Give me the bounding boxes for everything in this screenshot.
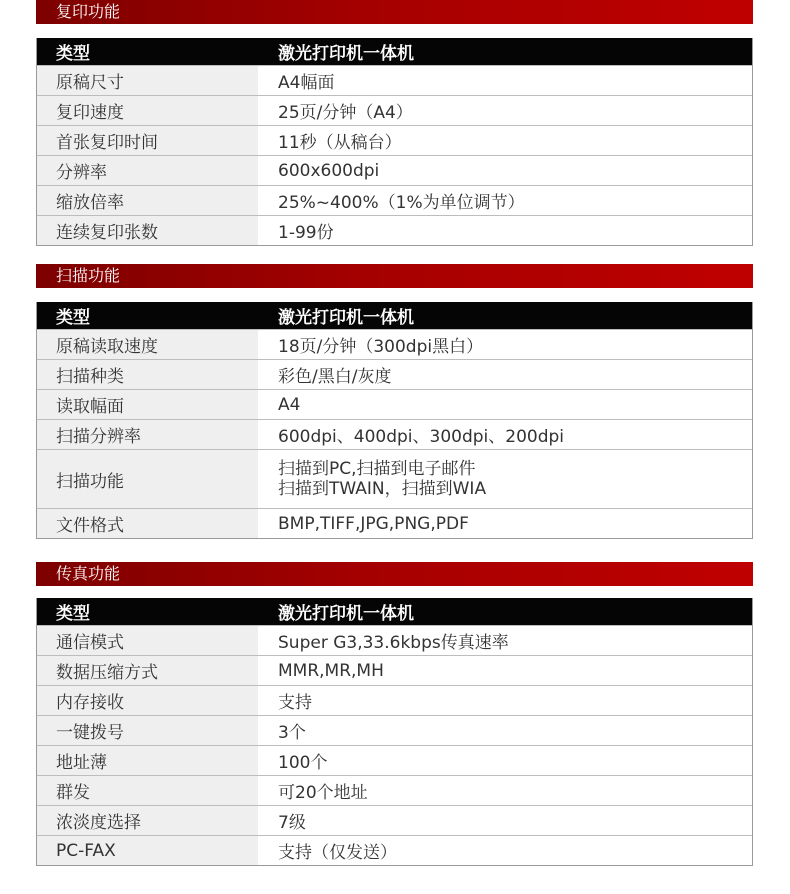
spec-label: 扫描分辨率 bbox=[37, 420, 258, 449]
fax-section-title: 传真功能 bbox=[36, 562, 753, 586]
spec-value: 18页/分钟（300dpi黑白） bbox=[258, 330, 752, 359]
table-row bbox=[37, 155, 752, 185]
spec-label: 原稿读取速度 bbox=[37, 330, 258, 359]
spec-label: 群发 bbox=[37, 776, 258, 805]
table-row bbox=[37, 125, 752, 155]
table-row bbox=[37, 359, 752, 389]
table-row bbox=[37, 185, 752, 215]
scan-section bbox=[36, 264, 753, 288]
table-header-row bbox=[37, 598, 752, 625]
spec-value-line: 扫描到TWAIN，扫描到WIA bbox=[278, 479, 487, 499]
spec-value: 600dpi、400dpi、300dpi、200dpi bbox=[258, 420, 752, 449]
header-model-label: 激光打印机一体机 bbox=[278, 308, 414, 328]
table-row bbox=[37, 95, 752, 125]
spec-label: 读取幅面 bbox=[37, 390, 258, 419]
spec-value: 7级 bbox=[258, 806, 752, 835]
table-row bbox=[37, 449, 752, 508]
table-row bbox=[37, 389, 752, 419]
table-row bbox=[37, 685, 752, 715]
spec-value: 支持 bbox=[258, 686, 752, 715]
spec-value: 100个 bbox=[258, 746, 752, 775]
spec-label: 通信模式 bbox=[37, 626, 258, 655]
spec-value: 可20个地址 bbox=[258, 776, 752, 805]
header-model-label: 激光打印机一体机 bbox=[278, 44, 414, 64]
header-type-label: 类型 bbox=[56, 308, 90, 328]
copy-section-title: 复印功能 bbox=[36, 0, 753, 24]
header-type-label: 类型 bbox=[56, 44, 90, 64]
spec-label: PC-FAX bbox=[37, 836, 258, 865]
spec-value: 1-99份 bbox=[258, 216, 752, 245]
spec-value: 彩色/黑白/灰度 bbox=[258, 360, 752, 389]
spec-value: 600x600dpi bbox=[258, 156, 752, 185]
spec-value: A4幅面 bbox=[258, 66, 752, 95]
spec-value: A4 bbox=[258, 390, 752, 419]
spec-value: 25%~400%（1%为单位调节） bbox=[258, 186, 752, 215]
spec-label: 原稿尺寸 bbox=[37, 66, 258, 95]
spec-label: 复印速度 bbox=[37, 96, 258, 125]
table-row bbox=[37, 715, 752, 745]
spec-value: 11秒（从稿台） bbox=[258, 126, 752, 155]
table-row bbox=[37, 745, 752, 775]
table-row bbox=[37, 655, 752, 685]
spec-label: 首张复印时间 bbox=[37, 126, 258, 155]
spec-label: 分辨率 bbox=[37, 156, 258, 185]
table-header-row bbox=[37, 302, 752, 329]
spec-label: 数据压缩方式 bbox=[37, 656, 258, 685]
scan-section-title: 扫描功能 bbox=[36, 264, 753, 288]
table-row bbox=[37, 215, 752, 245]
header-model-label: 激光打印机一体机 bbox=[278, 604, 414, 624]
spec-label: 扫描功能 bbox=[37, 450, 258, 508]
spec-label: 一键拨号 bbox=[37, 716, 258, 745]
spec-label: 内存接收 bbox=[37, 686, 258, 715]
spec-value: BMP,TIFF,JPG,PNG,PDF bbox=[258, 509, 752, 538]
table-row bbox=[37, 65, 752, 95]
header-type-label: 类型 bbox=[56, 604, 90, 624]
fax-section bbox=[36, 562, 753, 586]
table-row bbox=[37, 329, 752, 359]
spec-value: Super G3,33.6kbps传真速率 bbox=[258, 626, 752, 655]
table-row bbox=[37, 508, 752, 538]
spec-value-multiline bbox=[258, 450, 752, 508]
spec-value-line: 扫描到PC,扫描到电子邮件 bbox=[278, 459, 476, 479]
spec-value: 25页/分钟（A4） bbox=[258, 96, 752, 125]
copy-section bbox=[36, 0, 753, 24]
table-row bbox=[37, 625, 752, 655]
spec-label: 文件格式 bbox=[37, 509, 258, 538]
spec-label: 缩放倍率 bbox=[37, 186, 258, 215]
spec-label: 扫描种类 bbox=[37, 360, 258, 389]
table-header-row bbox=[37, 38, 752, 65]
spec-value: MMR,MR,MH bbox=[258, 656, 752, 685]
spec-label: 连续复印张数 bbox=[37, 216, 258, 245]
table-row bbox=[37, 835, 752, 865]
spec-label: 浓淡度选择 bbox=[37, 806, 258, 835]
table-row bbox=[37, 805, 752, 835]
table-row bbox=[37, 775, 752, 805]
spec-value: 支持（仅发送） bbox=[258, 836, 752, 865]
spec-label: 地址薄 bbox=[37, 746, 258, 775]
spec-value: 3个 bbox=[258, 716, 752, 745]
table-row bbox=[37, 419, 752, 449]
